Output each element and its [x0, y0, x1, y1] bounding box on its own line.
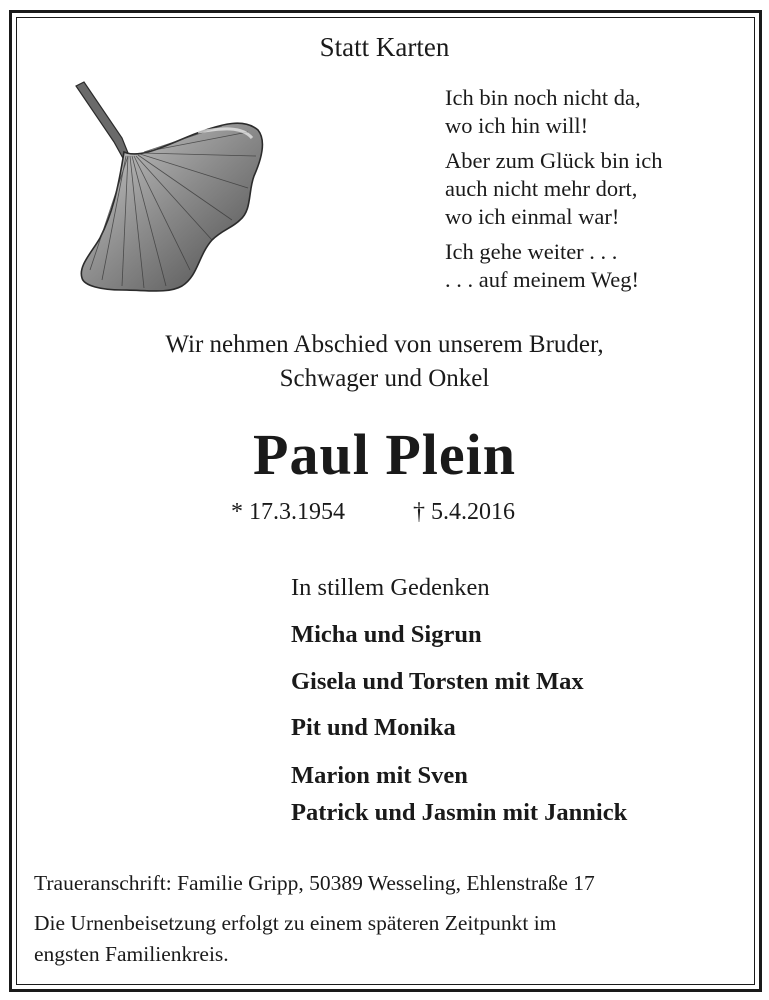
intro-line-2: Schwager und Onkel — [279, 365, 490, 392]
burial-note-line-1: Die Urnenbeisetzung erfolgt zu einem späteren Zeitpunkt im — [34, 911, 557, 935]
poem-line: Ich bin noch nicht da, — [445, 85, 641, 110]
mourners-heading: In stillem Gedenken — [291, 574, 490, 601]
poem-line: wo ich einmal war! — [445, 204, 620, 229]
poem-stanza-3 — [445, 238, 662, 294]
mourner-name: Marion mit Sven — [291, 762, 468, 789]
poem-line: Ich gehe weiter . . . — [445, 239, 618, 264]
burial-note-line-2: engsten Familienkreis. — [34, 942, 229, 966]
poem-line: . . . auf meinem Weg! — [445, 267, 639, 292]
mourner-name: Gisela und Torsten mit Max — [291, 668, 584, 695]
poem — [445, 84, 662, 301]
mourner-name: Pit und Monika — [291, 714, 456, 741]
mourner-name: Micha und Sigrun — [291, 621, 482, 648]
poem-line: auch nicht mehr dort, — [445, 176, 638, 201]
intro-line-1: Wir nehmen Abschied von unserem Bruder, — [165, 331, 604, 358]
death-date: † 5.4.2016 — [413, 499, 515, 525]
poem-stanza-2 — [445, 147, 662, 231]
ginkgo-leaf-icon — [72, 80, 268, 296]
birth-date: * 17.3.1954 — [231, 499, 345, 525]
poem-line: wo ich hin will! — [445, 113, 589, 138]
header-statt-karten: Statt Karten — [319, 32, 450, 62]
poem-line: Aber zum Glück bin ich — [445, 148, 663, 173]
poem-stanza-1 — [445, 84, 662, 140]
mourner-name: Patrick und Jasmin mit Jannick — [291, 799, 628, 826]
deceased-name: Paul Plein — [253, 422, 516, 487]
mourning-address: Traueranschrift: Familie Gripp, 50389 Wesseling, Ehlenstraße 17 — [34, 871, 595, 895]
